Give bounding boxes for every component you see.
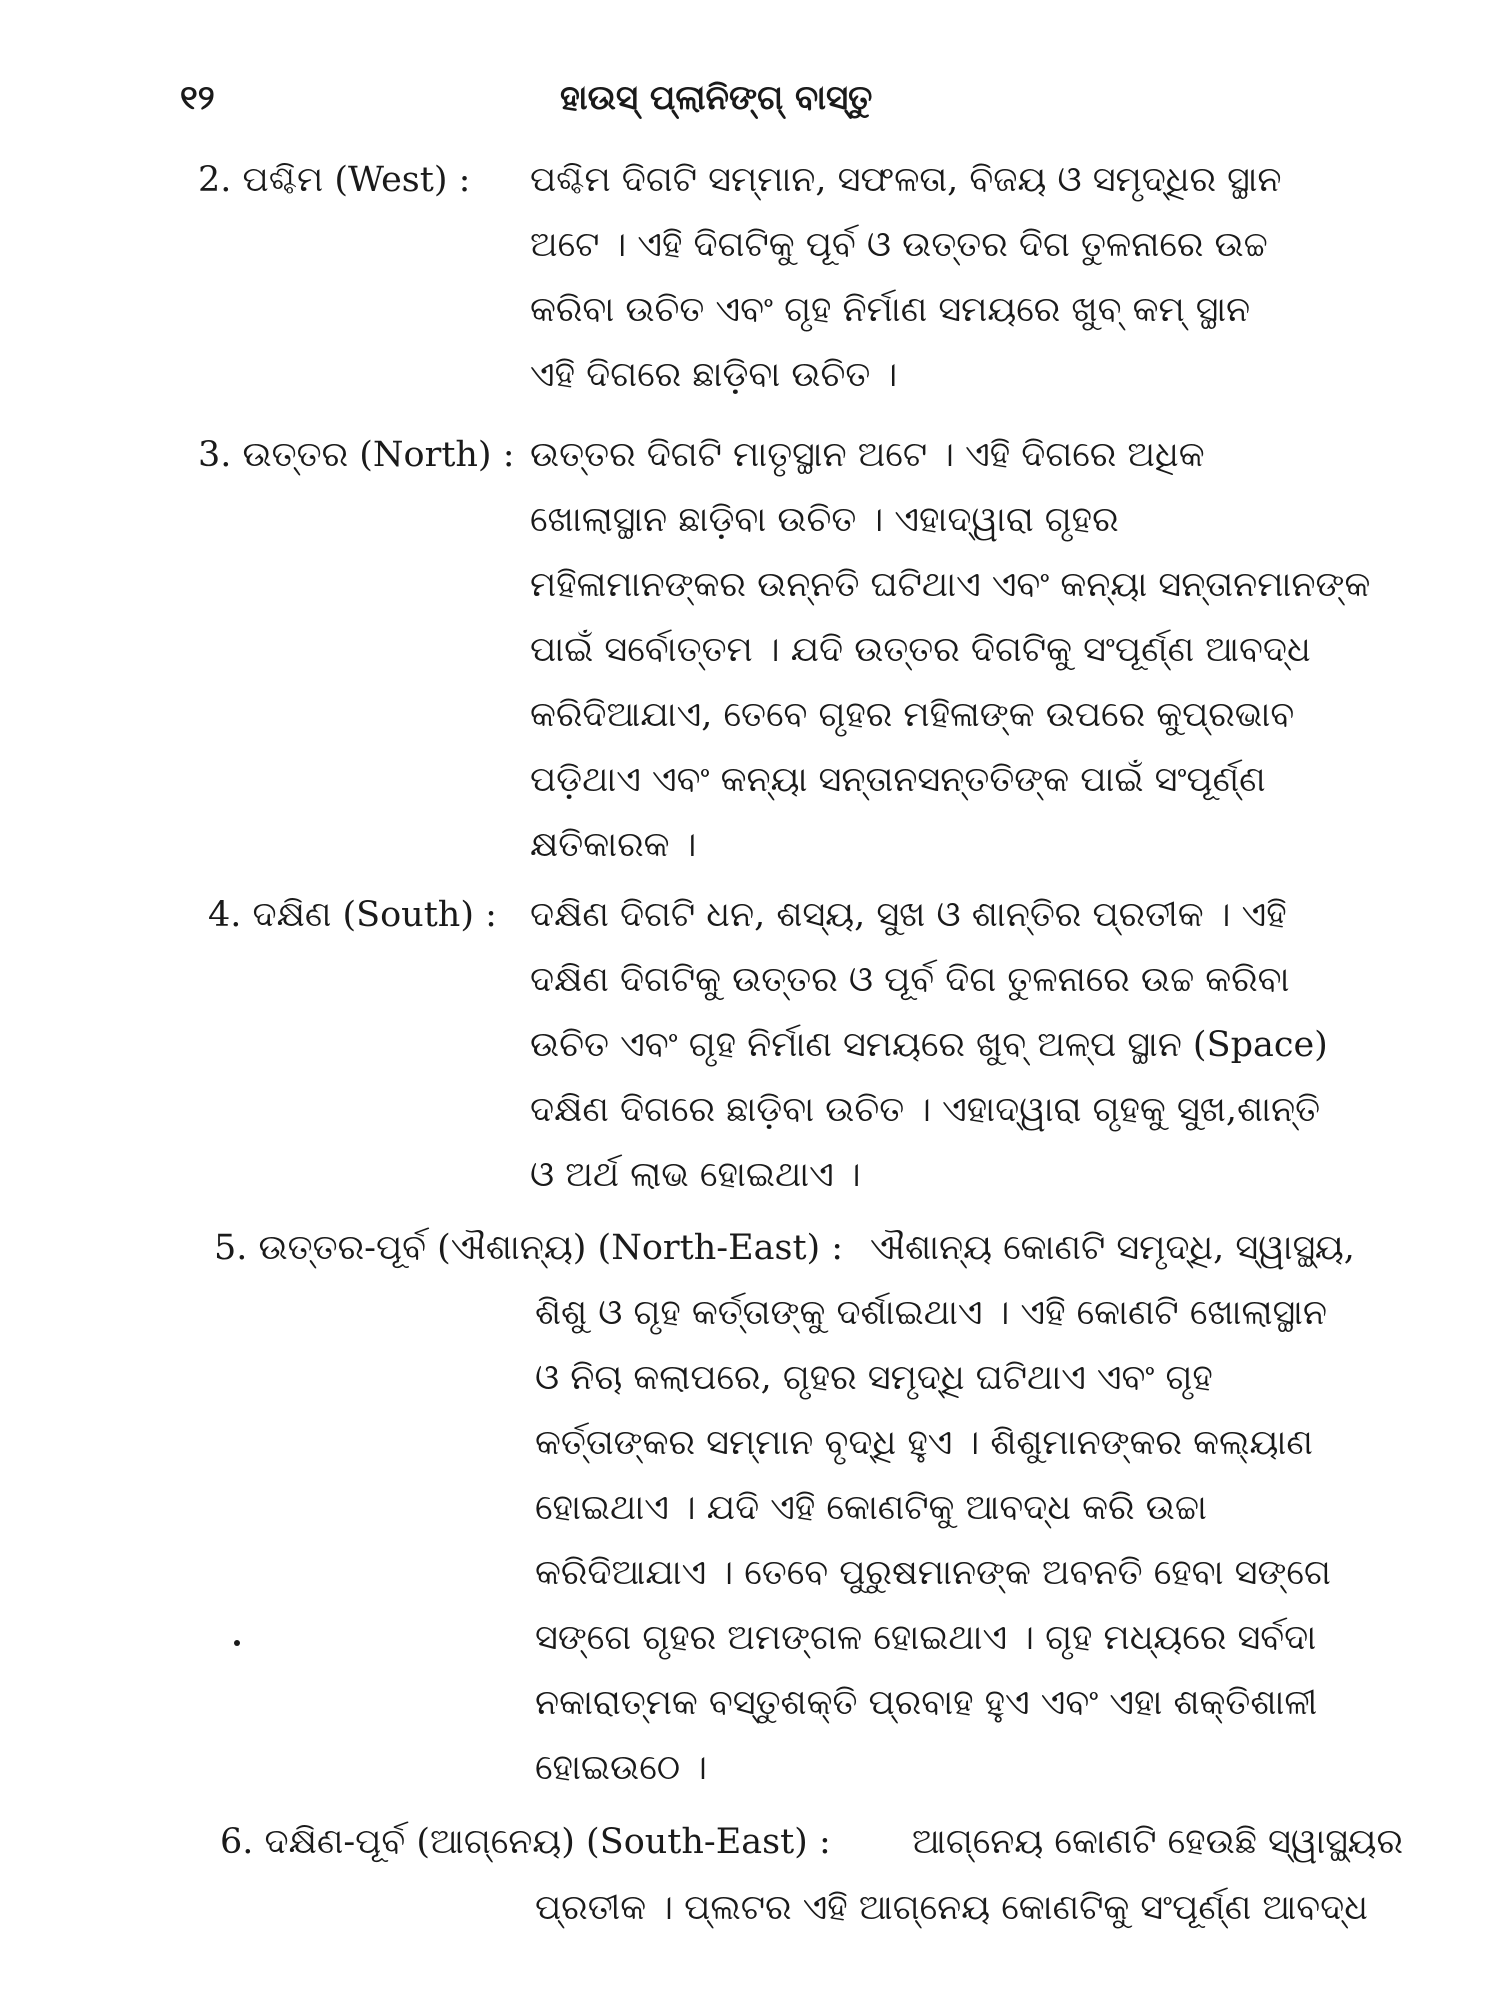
body-line: ଦକ୍ଷିଣ ଦିଗଟି ଧନ, ଶସ୍ୟ, ସୁଖ ଓ ଶାନ୍ତିର ପ୍ରତୀକ । ଏହି bbox=[530, 895, 1287, 935]
running-header: ହାଉସ୍ ପ୍ଲାନିଙ୍ଗ୍ ବାସ୍ତୁ bbox=[560, 78, 873, 118]
body-line: ଦକ୍ଷିଣ ଦିଗରେ ଛାଡ଼ିବା ଉଚିତ । ଏହାଦ୍ୱାରା ଗୃହକୁ ସୁଖ,ଶାନ୍ତି bbox=[530, 1090, 1321, 1130]
body-line: ମହିଳାମାନଙ୍କର ଉନ୍ନତି ଘଟିଥାଏ ଏବଂ କନ୍ୟା ସନ୍ତାନମାନଙ୍କ bbox=[530, 565, 1371, 605]
body-line: ହୋଇଥାଏ । ଯଦି ଏହି କୋଣଟିକୁ ଆବଦ୍ଧ କରି ଉଚ୍ଚା bbox=[535, 1488, 1207, 1528]
body-line: କ୍ଷତିକାରକ । bbox=[530, 825, 697, 865]
body-line: ଖୋଲାସ୍ଥାନ ଛାଡ଼ିବା ଉଚିତ । ଏହାଦ୍ୱାରା ଗୃହର bbox=[530, 500, 1119, 540]
body-line: ଓ ନିଚା କଲାପରେ, ଗୃହର ସମୃଦ୍ଧି ଘଟିଥାଏ ଏବଂ ଗୃହ bbox=[535, 1358, 1213, 1398]
page-number: ୧୨ bbox=[180, 78, 215, 118]
body-line: ଓ ଅର୍ଥ ଲାଭ ହୋଇଥାଏ । bbox=[530, 1155, 861, 1195]
body-line: କରିଦିଆଯାଏ । ତେବେ ପୁରୁଷମାନଙ୍କ ଅବନତି ହେବା ସଙ୍ଗେ bbox=[535, 1553, 1331, 1593]
section-label: 2. ପଶ୍ଚିମ (West) : bbox=[198, 160, 471, 200]
body-line: କରିବା ଉଚିତ ଏବଂ ଗୃହ ନିର୍ମାଣ ସମୟରେ ଖୁବ୍ କମ୍ ସ୍ଥାନ bbox=[530, 290, 1251, 330]
body-line: ପଶ୍ଚିମ ଦିଗଟି ସମ୍ମାନ, ସଫଳତା, ବିଜୟ ଓ ସମୃଦ୍ଧିର ସ୍ଥାନ bbox=[530, 160, 1282, 200]
body-line: ଏହି ଦିଗରେ ଛାଡ଼ିବା ଉଚିତ । bbox=[530, 355, 898, 395]
body-line: ପାଇଁ ସର୍ବୋତ୍ତମ । ଯଦି ଉତ୍ତର ଦିଗଟିକୁ ସଂପୂର୍ଣ୍ଣ ଆବଦ୍ଧ bbox=[530, 630, 1311, 670]
body-line: ଆଗ୍ନେୟ କୋଣଟି ହେଉଛି ସ୍ୱାସ୍ଥ୍ୟର bbox=[912, 1822, 1403, 1862]
body-line: ହୋଇଉଠେ । bbox=[535, 1748, 707, 1788]
section-label: 4. ଦକ୍ଷିଣ (South) : bbox=[208, 895, 497, 935]
body-line: ପଡ଼ିଥାଏ ଏବଂ କନ୍ୟା ସନ୍ତାନସନ୍ତତିଙ୍କ ପାଇଁ ସଂପୂର୍ଣ୍ଣ bbox=[530, 760, 1266, 800]
body-line: ଉତ୍ତର ଦିଗଟି ମାତୃସ୍ଥାନ ଅଟେ । ଏହି ଦିଗରେ ଅଧିକ bbox=[530, 435, 1205, 475]
body-line: ଦକ୍ଷିଣ ଦିଗଟିକୁ ଉତ୍ତର ଓ ପୂର୍ବ ଦିଗ ତୁଳନାରେ ଉଚ୍ଚ କରିବା bbox=[530, 960, 1290, 1000]
body-line: କରିଦିଆଯାଏ, ତେବେ ଗୃହର ମହିଳାଙ୍କ ଉପରେ କୁପ୍ରଭାବ bbox=[530, 695, 1295, 735]
body-line: ନକାରାତ୍ମକ ବସ୍ତୁଶକ୍ତି ପ୍ରବାହ ହୁଏ ଏବଂ ଏହା ଶକ୍ତିଶାଳୀ bbox=[535, 1683, 1318, 1723]
body-line: ଉଚିତ ଏବଂ ଗୃହ ନିର୍ମାଣ ସମୟରେ ଖୁବ୍ ଅଳ୍ପ ସ୍ଥାନ (Space) bbox=[530, 1025, 1328, 1065]
body-line: କର୍ତ୍ତାଙ୍କର ସମ୍ମାନ ବୃଦ୍ଧି ହୁଏ । ଶିଶୁମାନଙ୍କର କଲ୍ୟାଣ bbox=[535, 1423, 1313, 1463]
stray-dot bbox=[234, 1640, 240, 1646]
body-line: ପ୍ରତୀକ । ପ୍ଲଟର ଏହି ଆଗ୍ନେୟ କୋଣଟିକୁ ସଂପୂର୍ଣ୍ଣ ଆବଦ୍ଧ bbox=[535, 1888, 1368, 1928]
body-line: ସଙ୍ଗେ ଗୃହର ଅମଙ୍ଗଳ ହୋଇଥାଏ । ଗୃହ ମଧ୍ୟରେ ସର୍ବଦା bbox=[535, 1618, 1317, 1658]
section-label: 3. ଉତ୍ତର (North) : bbox=[198, 435, 515, 475]
body-line: ଶିଶୁ ଓ ଗୃହ କର୍ତ୍ତାଙ୍କୁ ଦର୍ଶାଇଥାଏ । ଏହି କୋଣଟି ଖୋଲାସ୍ଥାନ bbox=[535, 1293, 1327, 1333]
body-line: ଐଶାନ୍ୟ କୋଣଟି ସମୃଦ୍ଧି, ସ୍ୱାସ୍ଥ୍ୟ, bbox=[870, 1228, 1355, 1268]
body-line: ଅଟେ । ଏହି ଦିଗଟିକୁ ପୂର୍ବ ଓ ଉତ୍ତର ଦିଗ ତୁଳନାରେ ଉଚ୍ଚ bbox=[530, 225, 1268, 265]
section-label: 5. ଉତ୍ତର-ପୂର୍ବ (ଐଶାନ୍ୟ) (North-East) : bbox=[214, 1228, 844, 1268]
section-label: 6. ଦକ୍ଷିଣ-ପୂର୍ବ (ଆଗ୍ନେୟ) (South-East) : bbox=[220, 1822, 831, 1862]
